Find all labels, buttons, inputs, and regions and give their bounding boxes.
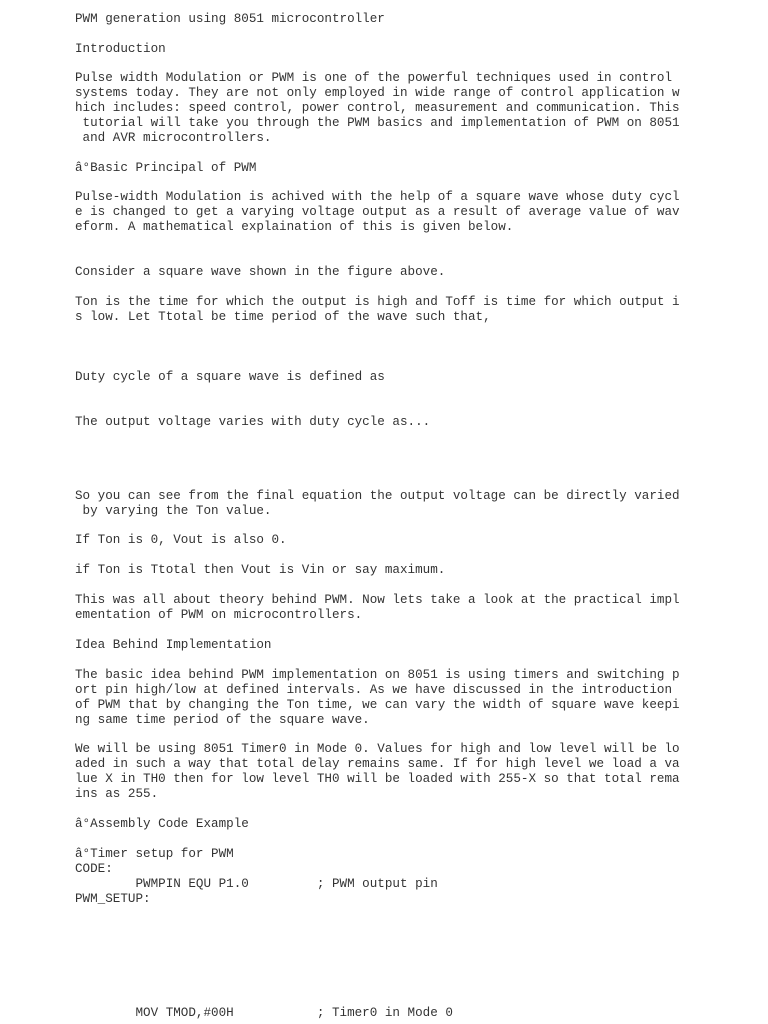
theory-paragraph-line: This was all about theory behind PWM. Now lets take a look at the practical impl xyxy=(75,593,680,607)
code-block-line: CODE: xyxy=(75,862,113,876)
code-block-line: PWMPIN EQU P1.0 ; PWM output pin xyxy=(75,877,438,891)
ton-ttotal-paragraph-line: if Ton is Ttotal then Vout is Vin or say maximum. xyxy=(75,563,446,577)
duty-cycle-paragraph-line: Duty cycle of a square wave is defined as xyxy=(75,370,385,384)
ton-toff-paragraph-line: Ton is the time for which the output is high and Toff is time for which output i xyxy=(75,295,680,309)
idea-paragraph-line: ort pin high/low at defined intervals. As we have discussed in the introduction xyxy=(75,683,673,697)
code-line-tmod-line: MOV TMOD,#00H ; Timer0 in Mode 0 xyxy=(75,1006,453,1020)
theory-paragraph-line: ementation of PWM on microcontrollers. xyxy=(75,608,363,622)
square-wave-paragraph-line: Consider a square wave shown in the figure above. xyxy=(75,265,446,279)
code-block-line: PWM_SETUP: xyxy=(75,892,151,906)
intro-paragraph-line: and AVR microcontrollers. xyxy=(75,131,272,145)
output-voltage-paragraph-line: The output voltage varies with duty cycle as... xyxy=(75,415,431,429)
idea-paragraph-line: of PWM that by changing the Ton time, we can vary the width of square wave keepi xyxy=(75,698,680,712)
timer-paragraph-line: lue X in TH0 then for low level TH0 will be loaded with 255-X so that total rema xyxy=(75,772,680,786)
intro-paragraph-line: Pulse width Modulation or PWM is one of the powerful techniques used in control xyxy=(75,71,673,85)
document-title: PWM generation using 8051 microcontroller xyxy=(75,12,385,26)
intro-paragraph-line: tutorial will take you through the PWM basics and implementation of PWM on 8051 xyxy=(75,116,680,130)
final-equation-paragraph-line: by varying the Ton value. xyxy=(75,504,272,518)
ton-toff-paragraph-line: s low. Let Ttotal be time period of the wave such that, xyxy=(75,310,491,324)
basic-principal-heading-line: â°Basic Principal of PWM xyxy=(75,161,257,175)
idea-heading-line: Idea Behind Implementation xyxy=(75,638,272,652)
ton-zero-paragraph-line: If Ton is 0, Vout is also 0. xyxy=(75,533,287,547)
intro-paragraph-line: hich includes: speed control, power control, measurement and communication. This xyxy=(75,101,680,115)
timer-paragraph-line: ins as 255. xyxy=(75,787,159,801)
principal-paragraph-line: e is changed to get a varying voltage output as a result of average value of wav xyxy=(75,205,680,219)
timer-paragraph-line: We will be using 8051 Timer0 in Mode 0. Values for high and low level will be lo xyxy=(75,742,680,756)
idea-paragraph-line: The basic idea behind PWM implementation on 8051 is using timers and switching p xyxy=(75,668,680,682)
introduction-heading-line: Introduction xyxy=(75,42,166,56)
idea-paragraph-line: ng same time period of the square wave. xyxy=(75,713,370,727)
final-equation-paragraph-line: So you can see from the final equation the output voltage can be directly varied xyxy=(75,489,680,503)
intro-paragraph-line: systems today. They are not only employed in wide range of control application w xyxy=(75,86,680,100)
principal-paragraph-line: eform. A mathematical explaination of this is given below. xyxy=(75,220,514,234)
code-block-line: â°Timer setup for PWM xyxy=(75,847,234,861)
assembly-heading-line: â°Assembly Code Example xyxy=(75,817,249,831)
timer-paragraph-line: aded in such a way that total delay remains same. If for high level we load a va xyxy=(75,757,680,771)
principal-paragraph-line: Pulse-width Modulation is achived with the help of a square wave whose duty cycl xyxy=(75,190,680,204)
